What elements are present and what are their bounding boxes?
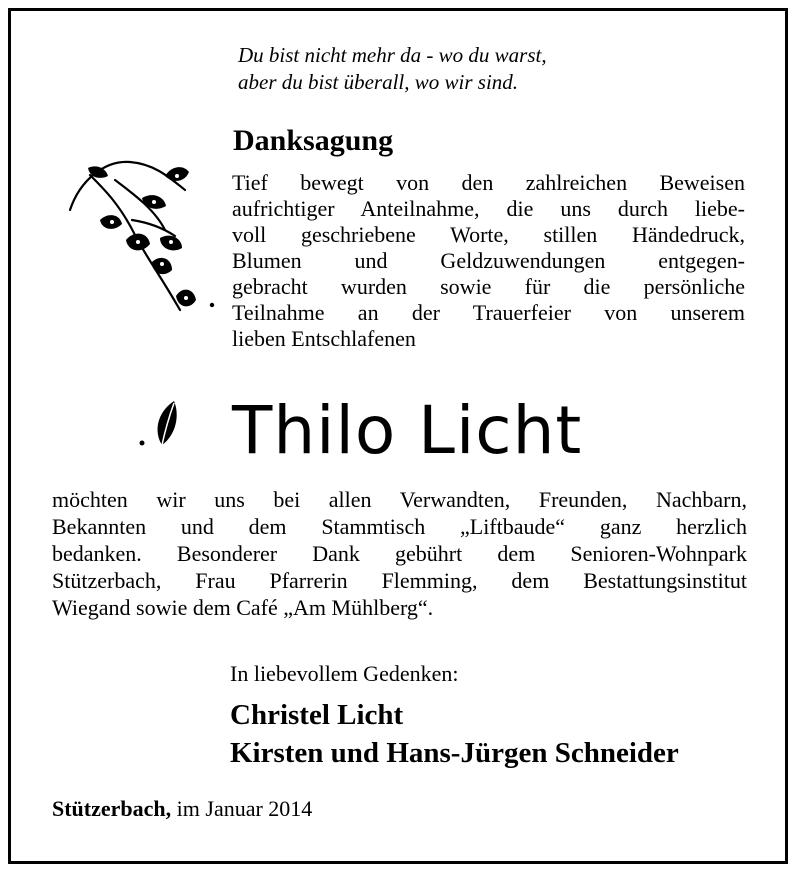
motto-quote (238, 42, 547, 96)
thanks-line: Bekannten und dem Stammtisch „Liftbaude“ ganz herzlich (52, 514, 747, 539)
signer-name: Christel Licht (230, 699, 404, 731)
birch-branch-icon (60, 150, 230, 340)
intro-line: Blumen und Geldzuwendungen entgegen- (232, 248, 745, 273)
intro-line: Teilnahme an der Trauerfeier von unserem (232, 300, 745, 325)
intro-line: Tief bewegt von den zahlreichen Beweisen (232, 170, 745, 195)
thanks-line: Stützerbach, Frau Pfarrerin Flemming, dem Bestattungsinstitut (52, 568, 747, 593)
intro-line: lieben Entschlafenen (232, 326, 416, 351)
date-text: im Januar 2014 (176, 796, 313, 821)
thanks-line: möchten wir uns bei allen Verwandten, Freunden, Nachbarn, (52, 487, 747, 512)
signer-name: Kirsten und Hans-Jürgen Schneider (230, 737, 679, 769)
place-name: Stützerbach, (52, 796, 172, 821)
place-date-line (52, 796, 312, 822)
intro-line: aufrichtiger Anteilnahme, die uns durch liebe- (232, 196, 745, 221)
thanks-line: bedanken. Besonderer Dank gebührt dem Senioren-Wohnpark (52, 541, 747, 566)
page-title: Danksagung (233, 124, 394, 157)
thanks-paragraph (52, 486, 747, 621)
motto-line-2: aber du bist überall, wo wir sind. (238, 70, 519, 94)
thanks-line: Wiegand sowie dem Café „Am Mühlberg“. (52, 595, 434, 620)
leaf-icon (132, 395, 187, 455)
motto-line-1: Du bist nicht mehr da - wo du warst, (238, 43, 547, 67)
intro-line: gebracht wurden sowie für die persönliche (232, 274, 745, 299)
intro-paragraph (232, 170, 745, 352)
memory-line: In liebevollem Gedenken: (230, 661, 459, 686)
deceased-name: Thilo Licht (232, 392, 583, 469)
intro-line: voll geschriebene Worte, stillen Händedruck, (232, 222, 745, 247)
signers-block (230, 696, 679, 772)
